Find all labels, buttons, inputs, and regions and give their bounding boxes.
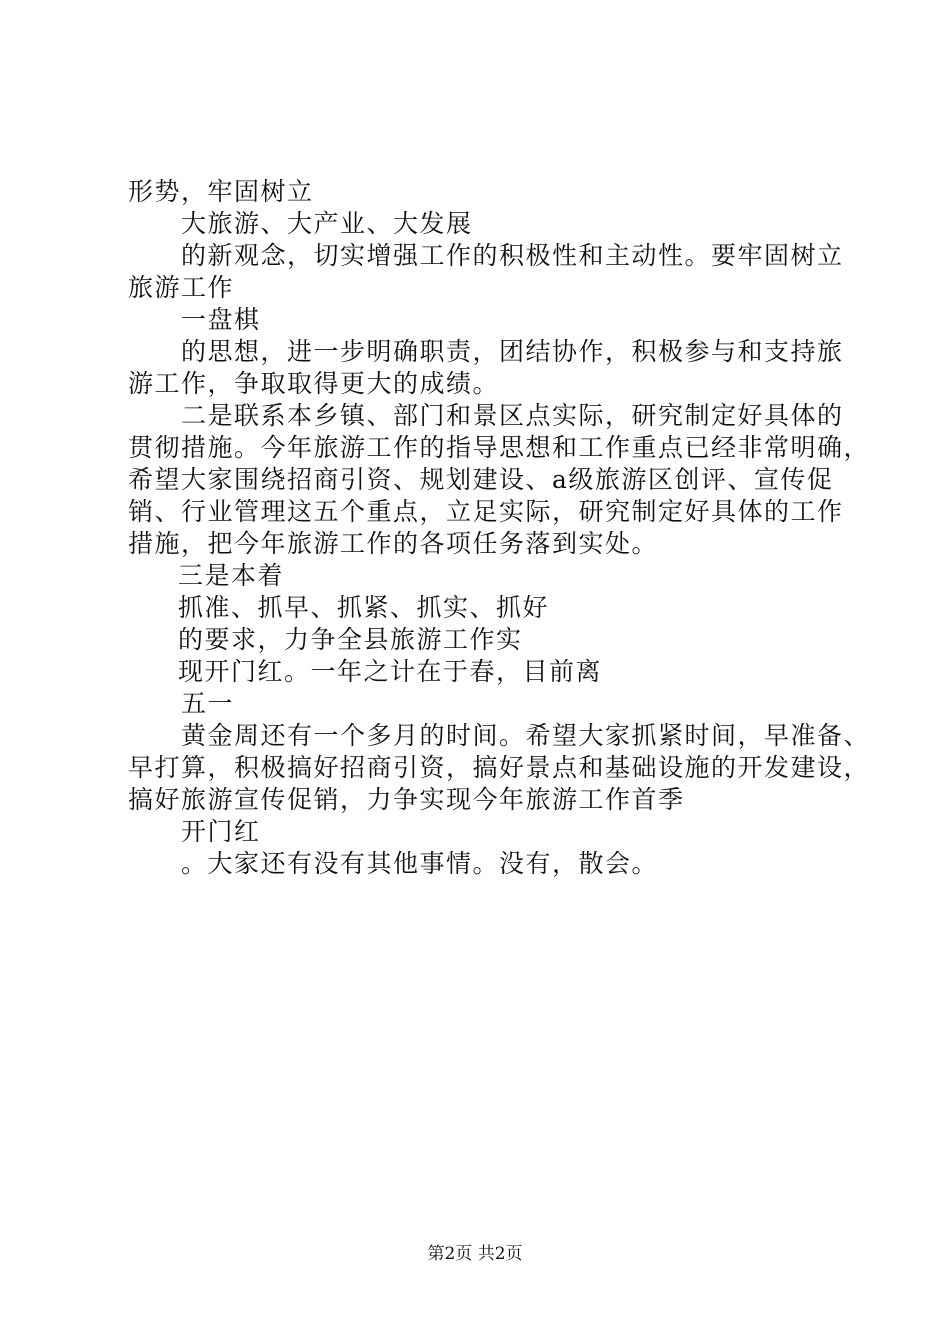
text-line: 黄金周还有一个多月的时间。希望大家抓紧时间，早准备、 — [181, 721, 871, 750]
text-line: 措施，把今年旅游工作的各项任务落到实处。 — [128, 529, 659, 558]
text-line: 一盘棋 — [181, 305, 261, 334]
text-line: 的要求，力争全县旅游工作实 — [178, 625, 523, 654]
text-line: 贯彻措施。今年旅游工作的指导思想和工作重点已经非常明确， — [128, 433, 871, 462]
text-line: 形势，牢固树立 — [128, 177, 314, 206]
text-line: 三是本着 — [178, 561, 285, 590]
text-line: 希望大家围绕招商引资、规划建设、a级旅游区创评、宣传促 — [128, 465, 834, 494]
text-line: 开门红 — [181, 817, 261, 846]
text-line: 的思想，进一步明确职责，团结协作，积极参与和支持旅 — [181, 337, 844, 366]
text-line: 旅游工作 — [128, 273, 235, 302]
text-line: 抓准、抓早、抓紧、抓实、抓好 — [178, 593, 550, 622]
page-number-footer: 第2页 共2页 — [427, 1244, 523, 1264]
text-line: 搞好旅游宣传促销，力争实现今年旅游工作首季 — [128, 785, 685, 814]
text-line: 游工作，争取取得更大的成绩。 — [128, 369, 500, 398]
text-line: 早打算，积极搞好招商引资，搞好景点和基础设施的开发建设， — [128, 753, 871, 782]
text-line: 五一 — [181, 689, 235, 718]
text-line: 现开门红。一年之计在于春，目前离 — [178, 657, 603, 686]
text-line: 大旅游、大产业、大发展 — [181, 209, 473, 238]
text-line: 二是联系本乡镇、部门和景区点实际，研究制定好具体的 — [181, 401, 844, 430]
text-line: 的新观念，切实增强工作的积极性和主动性。要牢固树立 — [181, 241, 844, 270]
text-line: 销、行业管理这五个重点，立足实际，研究制定好具体的工作 — [128, 497, 844, 526]
text-line: 。大家还有没有其他事情。没有，散会。 — [181, 849, 659, 878]
